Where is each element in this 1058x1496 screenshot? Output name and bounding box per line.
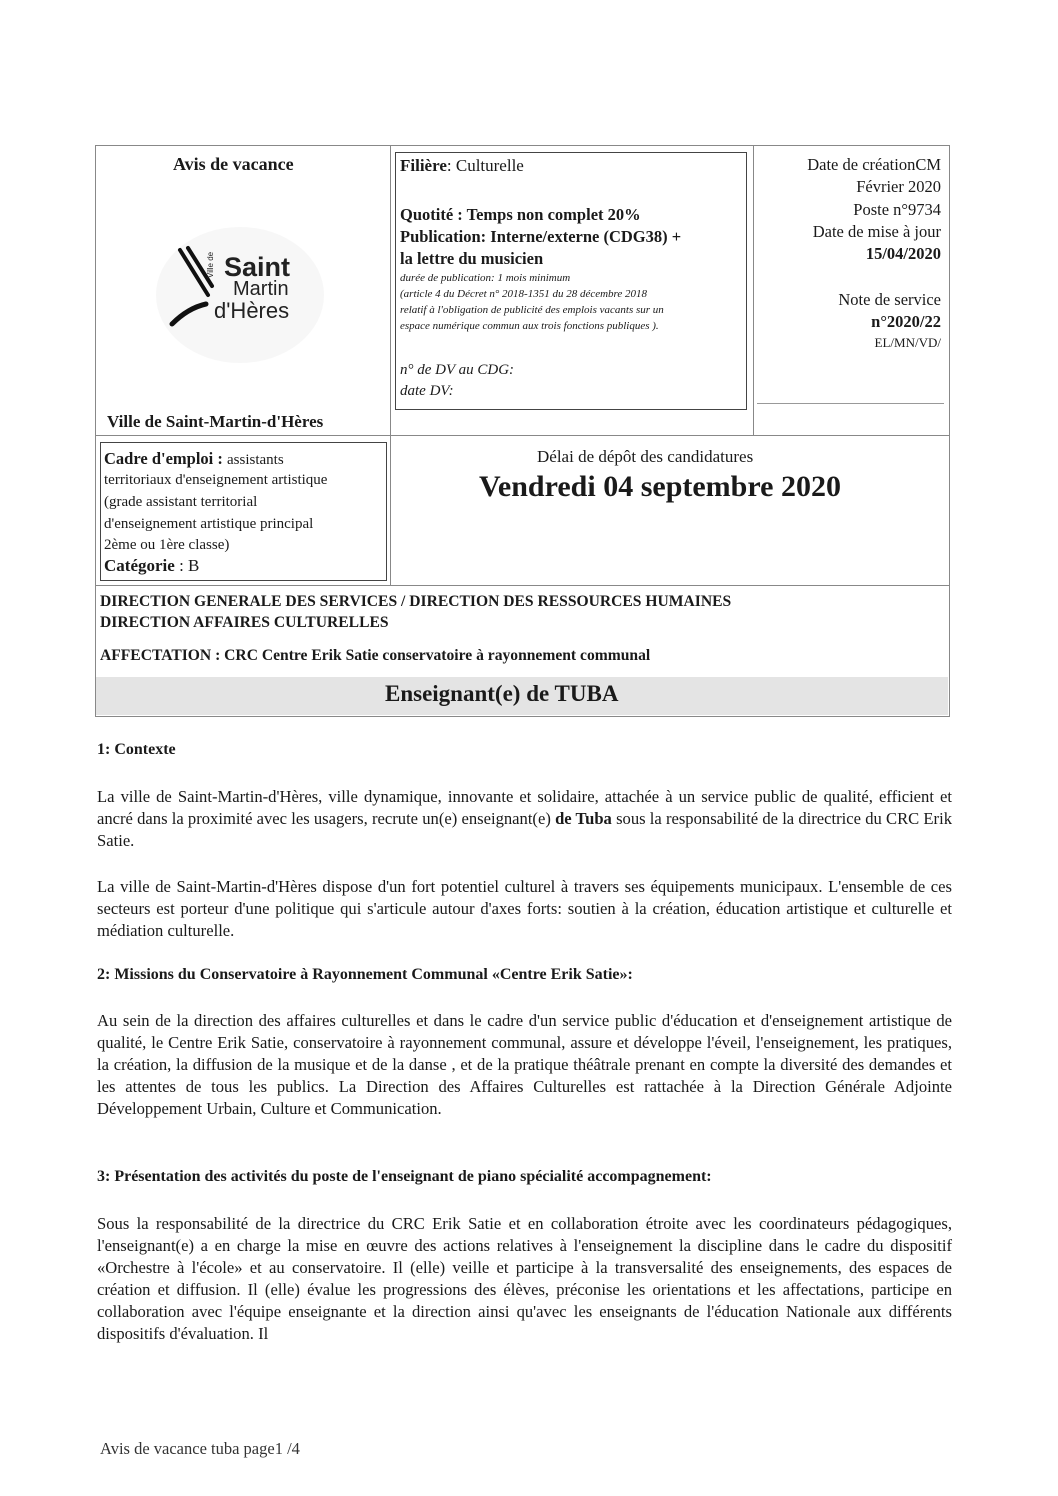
filiere-label: Filière	[400, 156, 447, 175]
cadre-emploi	[104, 449, 284, 469]
direction-line-1: DIRECTION GENERALE DES SERVICES / DIRECTION DES RESSOURCES HUMAINES	[100, 593, 732, 610]
city-name: Ville de Saint-Martin-d'Hères	[107, 412, 324, 431]
paragraph-text: Au sein de la direction des affaires culturelles et dans le cadre d'un service public d'éducation et d'enseignement artistique de qualité, le Centre Erik Satie, conservatoire à rayonnement communal, assure et développe l'éveil, l'enseignement, les pratiques, la création, la diffusion de la musique et de la danse , et de la pratique théâtrale prenant en compte la diversité des demandes et les attentes de tous les publics. La Direction des Affaires Culturelles est rattachée à la Direction Générale Adjointe Développement Urbain, Culture et Communication.	[97, 1011, 952, 1118]
text-run-bold: de Tuba	[555, 809, 612, 828]
post-number: Poste n°9734	[853, 200, 941, 219]
filiere	[400, 156, 524, 176]
cadre-line: territoriaux d'enseignement artistique	[104, 472, 328, 488]
logo-dheres: d'Hères	[214, 298, 290, 323]
deadline-label: Délai de dépôt des candidatures	[537, 447, 754, 466]
cadre-value: assistants	[227, 452, 284, 468]
publication-duration: durée de publication: 1 mois minimum	[400, 272, 571, 284]
divider	[390, 145, 391, 585]
cadre-line: (grade assistant territorial	[104, 494, 258, 510]
cadre-label: Cadre d'emploi :	[104, 449, 223, 468]
section-1-title: 1: Contexte	[97, 741, 176, 758]
dv-cdg-number: n° de DV au CDG:	[400, 362, 515, 378]
direction-line-2: DIRECTION AFFAIRES CULTURELLES	[100, 614, 389, 631]
text-run: La ville de Saint-Martin-d'Hères, ville dynamique, innovante et solidaire, attachée à un service public de qualité, efficient et ancré dans la proximité avec les usagers, recrute un(e) enseignant(e)	[97, 787, 952, 828]
dv-date: date DV:	[400, 383, 454, 399]
creation-date-value: Février 2020	[856, 177, 941, 196]
city-logo	[150, 220, 330, 370]
paragraph-text: Sous la responsabilité de la directrice du CRC Erik Satie et en collaboration étroite avec les coordinateurs pédagogiques, l'enseignant(e) a en charge la mise en œuvre des actions relatives à l'enseignement la discipline dans le cadre du dispositif «Orchestre à l'école» et au conservatoire. Il (elle) veille et participe à la transversalité des enseignements, des espaces de création et diffusion. Il (elle) évalue les progressions des élèves, préconise les orientations et les affectations, participe en collaboration avec l'équipe enseignante et la direction ainsi qu'avec les enseignants de l'éducation Nationale aux différents dispositifs d'évaluation. Il	[97, 1214, 952, 1343]
section-2-title: 2: Missions du Conservatoire à Rayonnement Communal «Centre Erik Satie»:	[97, 966, 633, 983]
update-date-label: Date de mise à jour	[812, 222, 941, 241]
divider	[753, 145, 754, 435]
logo-ville-de: Ville de	[206, 251, 215, 278]
service-note-number: n°2020/22	[871, 312, 941, 331]
cadre-line: d'enseignement artistique principal	[104, 516, 314, 532]
service-note-label: Note de service	[838, 290, 941, 309]
section-1-paragraph-1	[97, 786, 952, 852]
update-date-value: 15/04/2020	[865, 244, 941, 263]
section-3-paragraph	[97, 1213, 952, 1345]
divider	[95, 585, 949, 586]
page-footer: Avis de vacance tuba page1 /4	[100, 1439, 300, 1458]
section-1-paragraph-2	[97, 876, 952, 942]
quotite: Quotité : Temps non complet 20%	[400, 205, 641, 224]
categorie	[104, 556, 199, 576]
paragraph-text: La ville de Saint-Martin-d'Hères dispose d'un fort potentiel culturel à travers ses équipements municipaux. L'ensemble de ces secteurs est porteur d'une politique qui s'articule autour d'axes forts: soutien à la création, éducation artistique et culturelle et médiation culturelle.	[97, 877, 952, 940]
affectation: AFFECTATION : CRC Centre Erik Satie conservatoire à rayonnement communal	[100, 647, 651, 664]
logo-saint: Saint	[224, 252, 291, 282]
section-2-paragraph	[97, 1010, 952, 1120]
creation-date-label: Date de créationCM	[807, 155, 941, 174]
section-3-title: 3: Présentation des activités du poste de l'enseignant de piano spécialité accompagnement:	[97, 1168, 712, 1185]
author-initials: EL/MN/VD/	[874, 335, 941, 350]
categorie-value: : B	[179, 556, 200, 575]
filiere-value: : Culturelle	[446, 156, 524, 175]
notice-type-title: Avis de vacance	[173, 154, 294, 174]
decree-ref-2: relatif à l'obligation de publicité des emplois vacants sur un	[400, 304, 664, 316]
divider	[95, 435, 949, 436]
categorie-label: Catégorie	[104, 556, 175, 575]
decree-ref-3: espace numérique commun aux trois fonctions publiques ).	[400, 320, 659, 332]
lettre-musicien: la lettre du musicien	[400, 249, 544, 268]
decree-ref-1: (article 4 du Décret n° 2018-1351 du 28 décembre 2018	[400, 288, 648, 300]
job-title: Enseignant(e) de TUBA	[385, 681, 619, 706]
cadre-line: 2ème ou 1ère classe)	[104, 537, 230, 553]
deadline-date: Vendredi 04 septembre 2020	[479, 470, 841, 503]
text-run: sous la responsabilité de la directrice du CRC Erik Satie.	[97, 809, 952, 850]
logo-martin: Martin	[233, 278, 289, 300]
publication: Publication: Interne/externe (CDG38) +	[400, 227, 682, 246]
